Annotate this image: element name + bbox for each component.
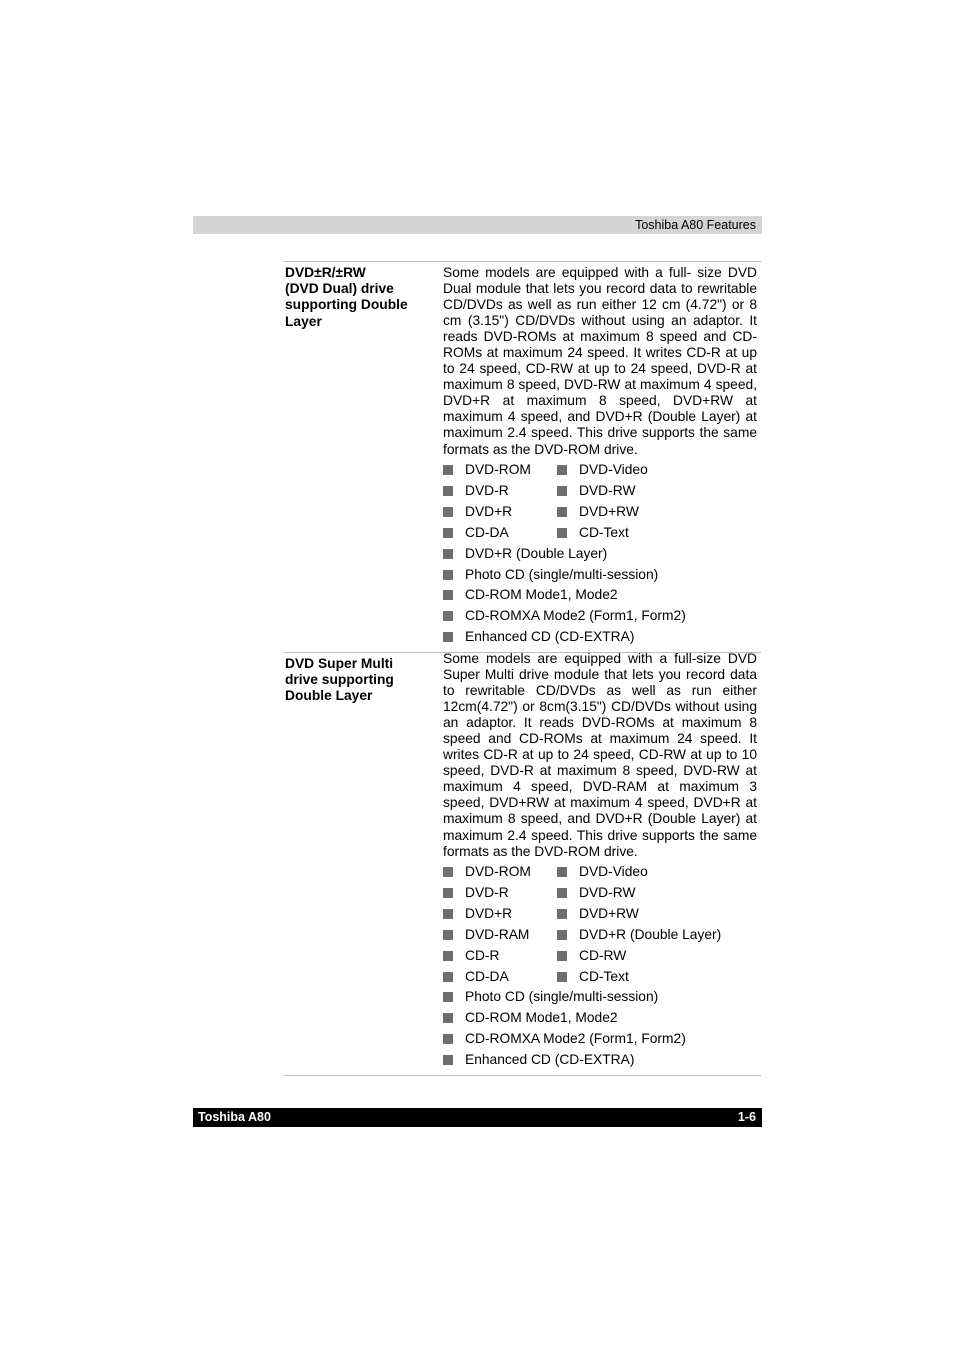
square-bullet-icon bbox=[443, 632, 453, 642]
list-item-text: DVD-RW bbox=[579, 482, 636, 498]
term-line: drive supporting bbox=[285, 672, 394, 688]
square-bullet-icon bbox=[557, 867, 567, 877]
square-bullet-icon bbox=[443, 972, 453, 982]
term-line: Double Layer bbox=[285, 688, 373, 704]
square-bullet-icon bbox=[557, 507, 567, 517]
term-line: (DVD Dual) drive bbox=[285, 281, 394, 297]
square-bullet-icon bbox=[443, 611, 453, 621]
list-item-text: Enhanced CD (CD-EXTRA) bbox=[465, 629, 635, 645]
running-header bbox=[193, 216, 762, 234]
list-item-text: CD-ROM Mode1, Mode2 bbox=[465, 587, 618, 603]
square-bullet-icon bbox=[443, 486, 453, 496]
square-bullet-icon bbox=[443, 590, 453, 600]
list-item-text: DVD+R bbox=[465, 905, 513, 921]
description-text: Some models are equipped with a full-size DVD Super Multi drive module that lets you record data to rewritable CD/DVDs as well as run either 12cm(4.72") or 8cm(3.15") CD/DVDs without using an adaptor. It reads DVD-ROMs at maximum 8 speed and CD-ROMs at maximum 24 speed. It writes CD-R at up to 24 speed, CD-RW at up to 10 speed, DVD-R at maximum 8 speed, DVD-RW at maximum 4 speed, DVD-RAM at maximum 3 speed, DVD+RW at maximum 4 speed, DVD+R at maximum 8 speed, and DVD+R (Double Layer) at maximum 2.4 speed. This drive supports the same formats as the DVD-ROM drive. bbox=[443, 651, 757, 859]
square-bullet-icon bbox=[443, 570, 453, 580]
list-item-text: DVD+RW bbox=[579, 905, 639, 921]
term-line: supporting Double bbox=[285, 297, 408, 313]
list-item-text: DVD-ROM bbox=[465, 864, 531, 879]
list-item-text: DVD+R bbox=[465, 503, 513, 519]
list-item-text: DVD-RAM bbox=[465, 926, 530, 942]
list-item-text: CD-DA bbox=[465, 968, 509, 984]
term-line: Layer bbox=[285, 313, 322, 329]
term-dvd-dual bbox=[285, 265, 435, 330]
section-rule-bottom bbox=[284, 1075, 761, 1076]
square-bullet-icon bbox=[443, 1034, 453, 1044]
list-item-text: CD-DA bbox=[465, 524, 509, 540]
description-dvd-dual bbox=[443, 265, 757, 458]
square-bullet-icon bbox=[443, 867, 453, 877]
list-item-text: DVD-Video bbox=[579, 864, 648, 879]
square-bullet-icon bbox=[443, 549, 453, 559]
list-item-text: CD-ROM Mode1, Mode2 bbox=[465, 1010, 618, 1026]
list-item-text: CD-ROMXA Mode2 (Form1, Form2) bbox=[465, 1031, 686, 1047]
list-item-text: CD-Text bbox=[579, 968, 629, 984]
list-item-text: CD-Text bbox=[579, 524, 629, 540]
list-item-text: DVD-R bbox=[465, 482, 509, 498]
square-bullet-icon bbox=[443, 528, 453, 538]
list-item-text: CD-R bbox=[465, 947, 500, 963]
list-item-text: DVD+RW bbox=[579, 503, 639, 519]
list-item-text: DVD-R bbox=[465, 884, 509, 900]
square-bullet-icon bbox=[443, 888, 453, 898]
square-bullet-icon bbox=[557, 972, 567, 982]
square-bullet-icon bbox=[557, 528, 567, 538]
square-bullet-icon bbox=[443, 1055, 453, 1065]
footer-product-name: Toshiba A80 bbox=[198, 1110, 271, 1124]
list-item-text: DVD-Video bbox=[579, 462, 648, 477]
list-item-text: Photo CD (single/multi-session) bbox=[465, 566, 659, 582]
square-bullet-icon bbox=[557, 909, 567, 919]
page-number: 1-6 bbox=[737, 1110, 756, 1124]
square-bullet-icon bbox=[443, 930, 453, 940]
description-text: Some models are equipped with a full- size DVD Dual module that lets you record data to rewritable CD/DVDs as well as run either 12 cm (4.72") or 8 cm (3.15") CD/DVDs without using an adaptor. It reads DVD-ROMs at maximum 8 speed and CD-ROMs at maximum 24 speed. It writes CD-R at up to 24 speed, CD-RW at up to 24 speed, DVD-R at maximum 8 speed, DVD-RW at maximum 4 speed, DVD+R at maximum 8 speed, DVD+RW at maximum 4 speed, and DVD+R (Double Layer) at maximum 2.4 speed. This drive supports the same formats as the DVD-ROM drive. bbox=[443, 265, 757, 457]
square-bullet-icon bbox=[443, 465, 453, 475]
square-bullet-icon bbox=[557, 951, 567, 961]
list-item-text: DVD-RW bbox=[579, 884, 636, 900]
square-bullet-icon bbox=[557, 486, 567, 496]
list-item-text: CD-RW bbox=[579, 947, 627, 963]
term-line: DVD Super Multi bbox=[285, 656, 394, 671]
list-item-text: DVD+R (Double Layer) bbox=[579, 926, 722, 942]
header-title: Toshiba A80 Features bbox=[635, 218, 756, 232]
running-footer bbox=[193, 1108, 762, 1127]
square-bullet-icon bbox=[557, 930, 567, 940]
list-item-text: Photo CD (single/multi-session) bbox=[465, 989, 659, 1005]
square-bullet-icon bbox=[443, 507, 453, 517]
list-item-text: DVD-ROM bbox=[465, 462, 531, 477]
list-item-text: DVD+R (Double Layer) bbox=[465, 545, 608, 561]
term-dvd-super-multi bbox=[285, 656, 435, 705]
list-item-text: Enhanced CD (CD-EXTRA) bbox=[465, 1052, 635, 1068]
term-line: DVD±R/±RW bbox=[285, 265, 366, 280]
description-dvd-super-multi bbox=[443, 651, 757, 860]
square-bullet-icon bbox=[443, 909, 453, 919]
list-item-text: CD-ROMXA Mode2 (Form1, Form2) bbox=[465, 608, 686, 624]
square-bullet-icon bbox=[443, 951, 453, 961]
section-rule-top bbox=[284, 261, 761, 262]
square-bullet-icon bbox=[443, 1013, 453, 1023]
square-bullet-icon bbox=[443, 992, 453, 1002]
square-bullet-icon bbox=[557, 888, 567, 898]
square-bullet-icon bbox=[557, 465, 567, 475]
